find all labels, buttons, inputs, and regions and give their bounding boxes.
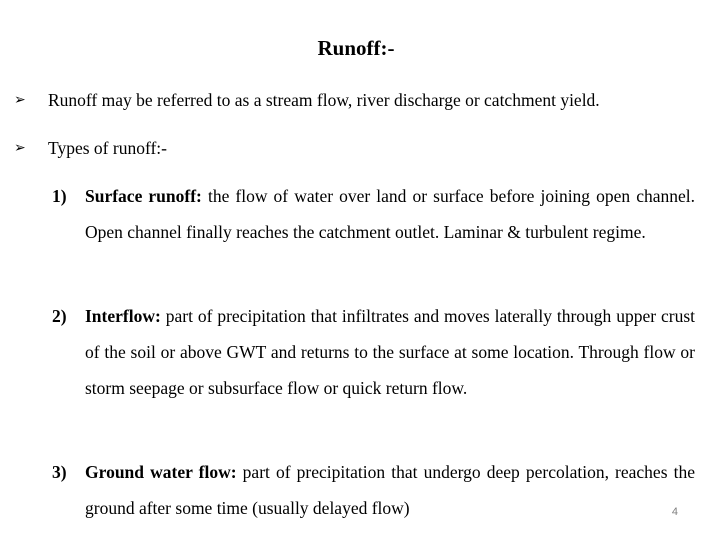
runoff-type-groundwater: [52, 454, 695, 526]
item-number: 1): [52, 186, 67, 206]
item-description: part of precipitation that infiltrates and moves laterally through upper crust of the soil or above GWT and returns to the surface at some location. Through flow or storm seepage or subsurface flow or quick return flow.: [85, 306, 695, 398]
item-description: the flow of water over land or surface before joining open channel. Open channel finally reaches the catchment outlet. Laminar & turbulent regime.: [85, 186, 695, 242]
runoff-type-surface: [52, 178, 695, 250]
slide-title: [0, 34, 720, 62]
bullet-item-types: [14, 136, 704, 160]
arrow-bullet-icon: ➢: [14, 140, 26, 156]
bullet-text: Types of runoff:-: [48, 138, 167, 158]
item-number: 3): [52, 462, 67, 482]
bullet-item-definition: [14, 88, 704, 112]
item-description: part of precipitation that undergo deep percolation, reaches the ground after some time (usually delayed flow): [85, 462, 695, 518]
page-number: 4: [671, 506, 678, 518]
bullet-text: Runoff may be referred to as a stream flow, river discharge or catchment yield.: [48, 90, 600, 110]
runoff-type-interflow: [52, 298, 695, 406]
arrow-bullet-icon: ➢: [14, 92, 26, 108]
item-body: [85, 298, 695, 406]
item-body: [85, 454, 695, 526]
item-body: [85, 178, 695, 250]
item-term: Interflow:: [85, 306, 161, 326]
item-term: Ground water flow:: [85, 462, 237, 482]
slide-title-text: Runoff:-: [317, 36, 395, 60]
item-term: Surface runoff:: [85, 186, 202, 206]
item-number: 2): [52, 306, 67, 326]
